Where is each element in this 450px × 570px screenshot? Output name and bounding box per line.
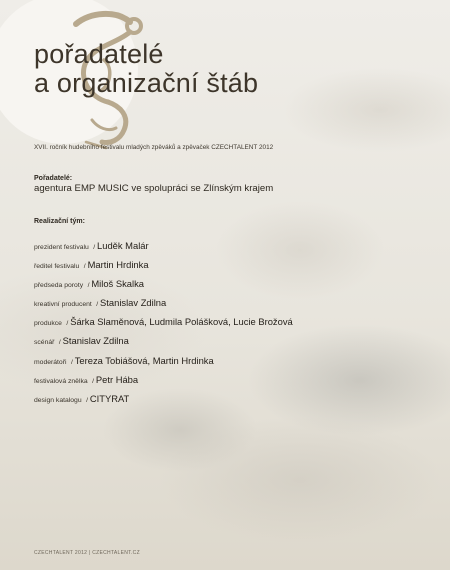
organizer-value: agentura EMP MUSIC ve spolupráci se Zlínským krajem — [34, 183, 274, 194]
title-line-1: pořadatelé — [34, 39, 164, 69]
staff-name: Luděk Malár — [97, 240, 149, 251]
staff-row — [34, 273, 293, 292]
staff-row — [34, 388, 293, 407]
staff-list — [34, 235, 293, 407]
staff-name: Martin Hrdinka — [87, 259, 149, 271]
staff-name: Stanislav Zdilna — [62, 335, 129, 347]
staff-name: CITYRAT — [89, 392, 130, 404]
staff-separator: / — [66, 320, 71, 328]
staff-separator: / — [86, 396, 90, 404]
staff-separator: / — [87, 282, 92, 290]
staff-row — [34, 292, 293, 311]
staff-row — [34, 330, 293, 349]
staff-row — [34, 311, 293, 330]
staff-separator: / — [83, 263, 88, 271]
staff-label: Realizační tým: — [34, 218, 85, 225]
staff-role: moderátoři — [34, 358, 67, 366]
organizer-label: Pořadatelé: — [34, 175, 73, 182]
staff-row — [34, 235, 293, 254]
staff-role: festivalová znělka — [34, 377, 88, 385]
title-line-2: a organizační štáb — [34, 68, 259, 98]
festival-subtitle: XVII. ročník hudebního festivalu mladých zpěváků a zpěvaček CZECHTALENT 2012 — [34, 144, 274, 151]
staff-row — [34, 254, 293, 273]
staff-row — [34, 350, 293, 369]
staff-role: ředitel festivalu — [34, 263, 80, 271]
staff-separator: / — [58, 339, 63, 347]
staff-row — [34, 369, 293, 388]
staff-role: kreativní producent — [34, 301, 92, 309]
staff-separator: / — [70, 358, 75, 366]
staff-role: design katalogu — [34, 396, 82, 404]
staff-name: Miloš Skalka — [91, 278, 144, 290]
staff-name: Tereza Tobiášová, Martin Hrdinka — [74, 354, 214, 366]
staff-separator: / — [92, 377, 96, 385]
staff-name: Šárka Slaměnová, Ludmila Polášková, Lucie Brožová — [70, 316, 293, 328]
staff-role: produkce — [34, 320, 62, 328]
staff-separator: / — [93, 244, 98, 251]
staff-separator: / — [96, 301, 101, 309]
page-footer: CZECHTALENT 2012 | CZECHTALENT.CZ — [34, 550, 140, 556]
staff-name: Stanislav Zdilna — [100, 297, 167, 309]
staff-role: scénář — [34, 339, 55, 347]
staff-role: předseda poroty — [34, 282, 84, 290]
staff-name: Petr Hába — [95, 373, 139, 385]
staff-role: prezident festivalu — [34, 244, 89, 251]
page-title — [34, 40, 258, 98]
